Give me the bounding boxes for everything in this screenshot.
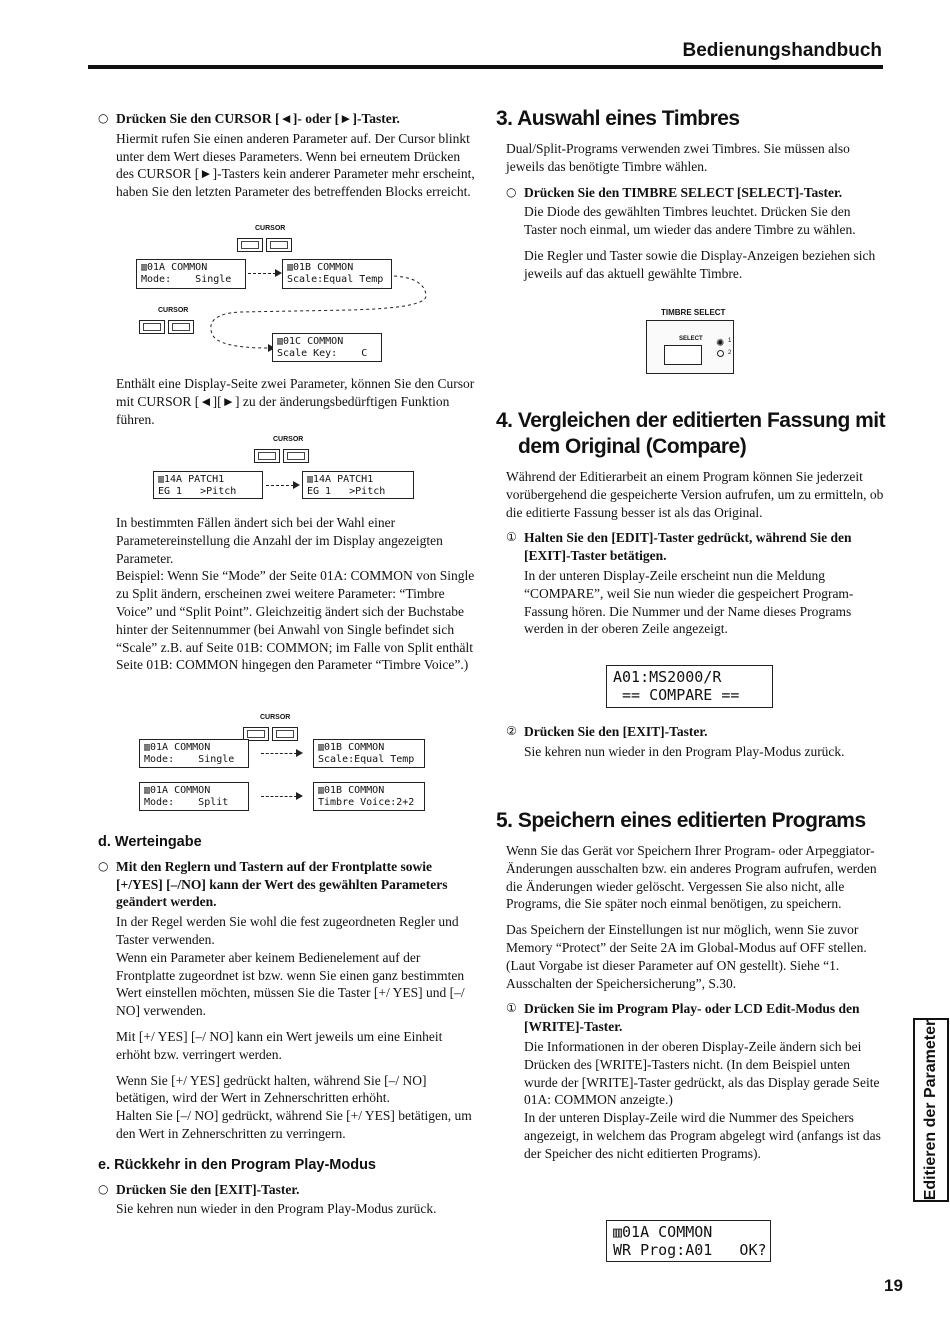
paragraph: In bestimmten Fällen ändert sich bei der Wahl einer Parametereinstellung die Anzahl der im Display angezeigten Parameter.: [116, 515, 443, 566]
paragraph: In der Regel werden Sie wohl die fest zugeordneten Regler und Taster verwenden.: [116, 914, 459, 947]
bullet-cursor: [98, 110, 476, 128]
dashed-arrow: [266, 485, 294, 486]
bullet-exit: [98, 1181, 476, 1199]
arrow-head-icon: [293, 481, 300, 489]
section-heading: 3. Auswahl eines Timbres: [496, 107, 740, 130]
paragraph: Wenn Sie das Gerät vor Speichern Ihrer Program- oder Arpeggiator-Änderungen ausschalten bzw. ein anderes Program aufrufen, werden die Änderungen wieder gelöscht. Vergessen Sie also nicht, alle Programs, die Sie später noch einmal benötigen, zu speichern.: [506, 843, 877, 912]
page-number: 19: [884, 1276, 903, 1295]
paragraph: Enthält eine Display-Seite zwei Parameter, können Sie den Cursor mit CURSOR [◄][►] zu der änderungsbedürftigen Funktion führen.: [116, 376, 475, 427]
right-column-3: [496, 723, 886, 769]
side-tab: [913, 1018, 949, 1202]
left-column-4: [98, 834, 476, 1226]
led-1-label: 1: [728, 338, 732, 344]
bullet-title: Drücken Sie den [EXIT]-Taster.: [116, 1181, 300, 1197]
paragraph: Beispiel: Wenn Sie “Mode” der Seite 01A: COMMON von Single zu Split ändern, erscheinen zwei weitere Parameter: “Timbre Voice” und “Split Point”. Gleichzeitig ändert sich der Buchstabe hinter der Seitennummer (bei Anwahl von Single befindet sich “Scale” z.B. auf Seite 01B: COMMON; im Falle von Split enthält Seite 01B: COMMON hingegen den Parameter “Timbre Voice”.): [116, 568, 475, 673]
cursor-left-button-icon: [139, 320, 165, 334]
bullet-title: Drücken Sie den CURSOR [◄]- oder [►]-Taster.: [116, 111, 400, 126]
led-off-icon: [717, 350, 724, 357]
step-2: [506, 723, 886, 741]
bullet-title: Mit den Reglern und Tastern auf der Frontplatte sowie [+/YES] [–/NO] kann der Wert des gewählten Parameters geändert werden.: [116, 858, 448, 910]
cursor-right-button-icon: [266, 238, 292, 252]
step-title: Halten Sie den [EDIT]-Taster gedrückt, während Sie den [EXIT]-Taster betätigen.: [524, 530, 852, 564]
paragraph: Die Regler und Taster sowie die Display-Anzeigen beziehen sich jeweils auf das aktuell gewählte Timbre.: [524, 247, 876, 281]
cursor-label: CURSOR: [255, 225, 286, 232]
lcd-display: ▥14A PATCH1 EG 1 >Pitch: [302, 471, 414, 499]
dashed-arrow: [261, 796, 297, 797]
lcd-display: ▥01C COMMON Scale Key: C: [272, 333, 382, 362]
cursor-right-button-icon: [272, 727, 298, 741]
lcd-write: ▥01A COMMON WR Prog:A01 OK?: [606, 1220, 771, 1262]
side-tab-label: Editieren der Parameter: [922, 1019, 939, 1201]
step-1: [506, 529, 886, 565]
paragraph: Sie kehren nun wieder in den Program Play-Modus zurück.: [524, 743, 845, 759]
circle-bullet-icon: ○: [98, 858, 109, 873]
circle-bullet-icon: ○: [506, 184, 517, 199]
panel-title: TIMBRE SELECT: [661, 308, 726, 317]
paragraph: In der unteren Display-Zeile erscheint nun die Meldung “COMPARE”, weil Sie nun wieder die gespeichert Program-Fassung hören. Die Nummer und der Name dieses Programs werden in der oberen Zeile angezeigt.: [524, 567, 854, 637]
lcd-compare: A01:MS2000/R == COMPARE ==: [606, 665, 773, 708]
paragraph: Wenn ein Parameter aber keinem Bedienelement auf der Frontplatte zugeordnet ist bzw. wenn Sie einen ganz bestimmten Wert einstellen möchten, müssen Sie die Taster [+/ YES] und [–/ NO] verwenden.: [116, 949, 465, 1019]
paragraph: Dual/Split-Programs verwenden zwei Timbres. Sie müssen also jeweils das benötigte Timbre wählen.: [506, 141, 850, 174]
led-2-label: 2: [728, 350, 732, 356]
paragraph: Halten Sie [–/ NO] gedrückt, während Sie [+/ YES] betätigen, um den Wert in Zehnerschritten zu verringern.: [116, 1108, 472, 1141]
step-1: [506, 1000, 886, 1036]
step-number-icon: ①: [506, 530, 517, 545]
lcd-display: ▥01B COMMON Scale:Equal Temp: [282, 259, 392, 289]
paragraph: Wenn Sie [+/ YES] gedrückt halten, während Sie [–/ NO] betätigen, wird der Wert in Zehnerschritten erhöht.: [116, 1072, 427, 1106]
arrow-head-icon: [296, 749, 303, 757]
paragraph: Sie kehren nun wieder in den Program Play-Modus zurück.: [116, 1201, 437, 1217]
bullet-werteingabe: [98, 858, 476, 911]
right-column-1: [496, 106, 886, 291]
paragraph: Die Informationen in der oberen Display-Zeile ändern sich bei Drücken des [WRITE]-Tasters nicht. (In dem Beispiel unten wurde der [WRITE]-Taster gedrückt, als das Display gerade Seite 01A: COMMON anzeigte.): [524, 1038, 880, 1108]
right-column-2: [496, 408, 886, 646]
circle-bullet-icon: ○: [98, 1181, 109, 1196]
section-heading: 4. Vergleichen der editierten Fassung mit dem Original (Compare): [496, 409, 886, 458]
step-number-icon: ①: [506, 1001, 517, 1016]
bullet-timbre-select: [506, 184, 886, 202]
cursor-label: CURSOR: [273, 436, 304, 443]
paragraph: Hiermit rufen Sie einen anderen Parameter auf. Der Cursor blinkt unter dem Wert dieses Parameters. Wenn bei erneutem Drücken des CURSOR [►]-Tasters kein anderer Parameter mehr erscheint, haben Sie den letzten Parameter des betreffenden Blocks erreicht.: [116, 130, 475, 200]
section-heading: e. Rückkehr in den Program Play-Modus: [98, 1156, 376, 1173]
right-column-4: [496, 808, 886, 1171]
paragraph: In der unteren Display-Zeile wird die Nummer des Speichers angezeigt, in welchem das Program abgelegt wird (anfangs ist das der Speicher des nicht editierten Programs).: [524, 1110, 881, 1161]
select-button-icon: [664, 345, 702, 365]
left-column: [98, 110, 476, 209]
section-heading: 5. Speichern eines editierten Programs: [496, 809, 866, 832]
running-header: Bedienungshandbuch: [682, 40, 882, 61]
left-column-3: [116, 514, 478, 682]
cursor-label: CURSOR: [158, 307, 189, 314]
header-rule: [88, 65, 883, 69]
lcd-display: ▥01A COMMON Mode: Split: [139, 782, 249, 811]
cursor-left-button-icon: [254, 449, 280, 463]
cursor-right-button-icon: [168, 320, 194, 334]
paragraph: Während der Editierarbeit an einem Program können Sie jederzeit vorübergehend die gespeicherte Version aufrufen, um zu ermitteln, ob die editierte Fassung besser ist als das Original.: [506, 469, 884, 520]
led-lit-icon: ✺: [716, 338, 725, 349]
lcd-display: ▥01A COMMON Mode: Single: [136, 259, 246, 289]
lcd-display: ▥01A COMMON Mode: Single: [139, 739, 249, 768]
bullet-title: Drücken Sie den TIMBRE SELECT [SELECT]-Taster.: [524, 184, 843, 200]
paragraph: Die Diode des gewählten Timbres leuchtet. Drücken Sie den Taster noch einmal, um wieder das andere Timbre zu wählen.: [524, 204, 856, 238]
cursor-right-button-icon: [283, 449, 309, 463]
section-heading: d. Werteingabe: [98, 834, 202, 850]
step-title: Drücken Sie den [EXIT]-Taster.: [524, 724, 708, 739]
timbre-select-panel: [646, 306, 736, 376]
lcd-display: ▥14A PATCH1 EG 1 >Pitch: [153, 471, 263, 499]
step-title: Drücken Sie im Program Play- oder LCD Edit-Modus den [WRITE]-Taster.: [524, 1001, 860, 1035]
circle-bullet-icon: ○: [98, 111, 109, 125]
cursor-left-button-icon: [237, 238, 263, 252]
lcd-display: ▥01B COMMON Scale:Equal Temp: [313, 739, 425, 768]
arrow-head-icon: [296, 792, 303, 800]
cursor-label: CURSOR: [260, 714, 291, 721]
lcd-display: ▥01B COMMON Timbre Voice:2+2: [313, 782, 425, 811]
left-column-2: [116, 375, 476, 436]
select-label: SELECT: [679, 336, 703, 342]
paragraph: Mit [+/ YES] [–/ NO] kann ein Wert jeweils um eine Einheit erhöht bzw. verringert werden.: [116, 1028, 443, 1062]
step-number-icon: ②: [506, 724, 517, 738]
dashed-arrow: [261, 753, 297, 754]
paragraph: Das Speichern der Einstellungen ist nur möglich, wenn Sie zuvor Memory “Protect” der Seite 2A im Global-Modus auf OFF stellen. (Laut Vorgabe ist dieser Parameter auf ON gestellt). Siehe “1. Ausschalten der Speichersicherung”, S.30.: [506, 922, 867, 991]
